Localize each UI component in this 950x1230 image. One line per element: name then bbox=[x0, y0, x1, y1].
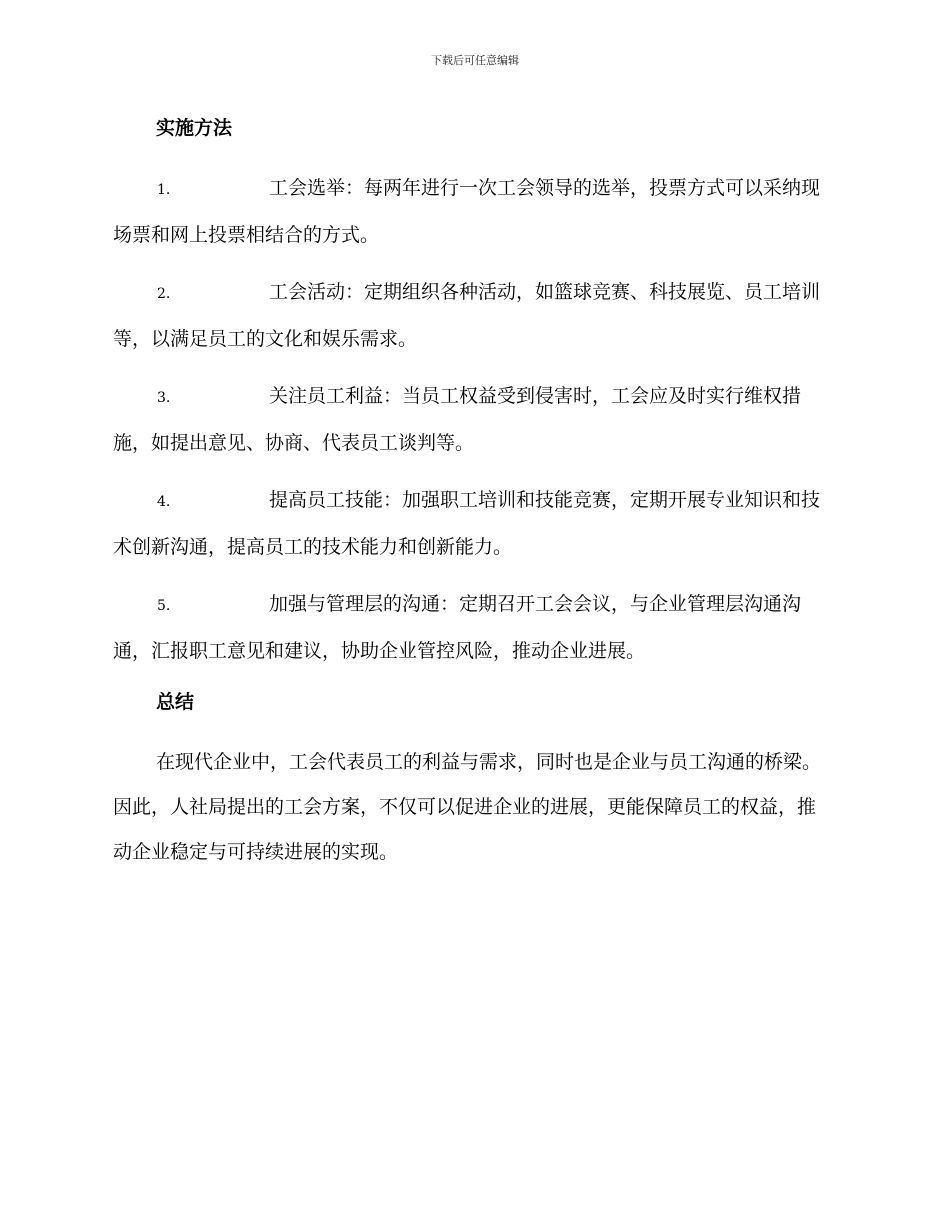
list-item-number: 4. bbox=[157, 494, 171, 510]
section-heading-methods: 实施方法 bbox=[156, 117, 233, 139]
section-heading-summary: 总结 bbox=[156, 691, 195, 713]
list-item-number: 3. bbox=[157, 390, 171, 406]
list-item-text: 工会选举：每两年进行一次工会领导的选举，投票方式可以采纳现场票和网上投票相结合的方式。 bbox=[113, 177, 821, 246]
list-item bbox=[113, 582, 833, 674]
list-item bbox=[113, 374, 833, 466]
list-item bbox=[113, 166, 833, 258]
document-body bbox=[113, 112, 833, 875]
list-item-number: 2. bbox=[157, 286, 171, 302]
list-item-number: 1. bbox=[157, 182, 171, 198]
list-item-text: 工会活动：定期组织各种活动，如篮球竞赛、科技展览、员工培训等，以满足员工的文化和娱乐需求。 bbox=[113, 281, 821, 350]
list-item-text: 加强与管理层的沟通：定期召开工会会议，与企业管理层沟通沟通，汇报职工意见和建议，协助企业管控风险，推动企业进展。 bbox=[113, 593, 802, 662]
summary-paragraph: 在现代企业中，工会代表员工的利益与需求，同时也是企业与员工沟通的桥梁。因此，人社局提出的工会方案，不仅可以促进企业的进展，更能保障员工的权益，推动企业稳定与可持续进展的实现。 bbox=[113, 751, 822, 863]
list-item bbox=[113, 270, 833, 362]
page-header: 下载后可任意编辑 bbox=[431, 54, 519, 67]
list-item-number: 5. bbox=[157, 598, 171, 614]
list-item bbox=[113, 478, 833, 570]
list-item-text: 提高员工技能：加强职工培训和技能竞赛，定期开展专业知识和技术创新沟通，提高员工的技术能力和创新能力。 bbox=[113, 489, 821, 558]
list-item-text: 关注员工利益：当员工权益受到侵害时，工会应及时实行维权措施，如提出意见、协商、代表员工谈判等。 bbox=[113, 385, 802, 454]
